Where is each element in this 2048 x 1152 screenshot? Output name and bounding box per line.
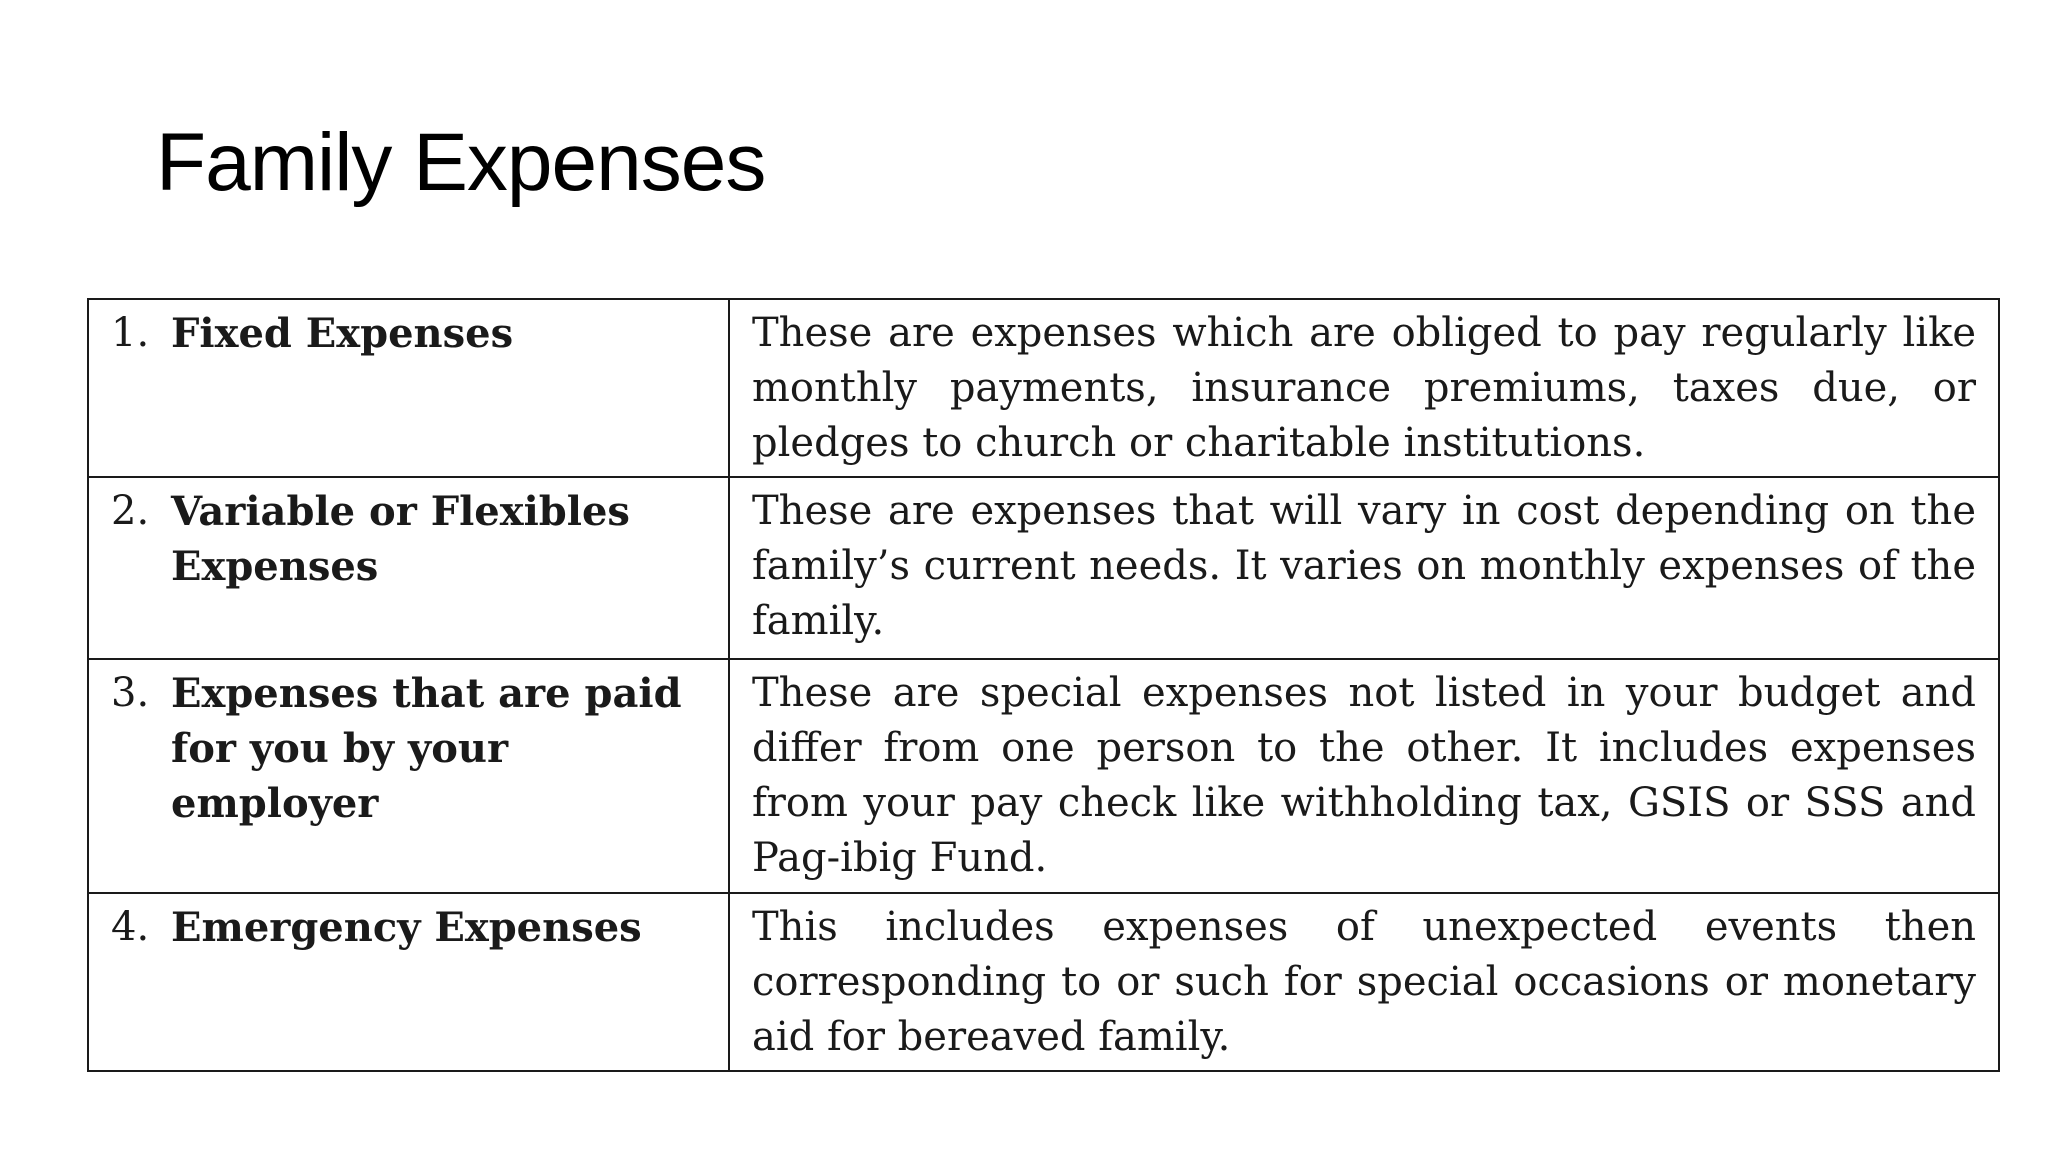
category-name: Fixed Expenses [171,310,514,357]
table-row [88,477,1999,659]
category-description: These are expenses which are obliged to pay regularly like monthly payments, insurance premiums, taxes due, or pledges to church or charitable institutions. [752,310,1976,466]
category-cell [88,477,729,659]
table-row [88,659,1999,893]
category-name: Expenses that are paid for you by your employer [171,670,682,827]
category-name: Emergency Expenses [171,904,642,951]
description-cell [729,659,1999,893]
category-number: 1. [111,310,150,356]
category-description: These are special expenses not listed in your budget and differ from one person to the other. It includes expenses from your pay check like withholding tax, GSIS or SSS and Pag-ibig Fund. [752,670,1976,881]
description-cell [729,893,1999,1071]
category-description: This includes expenses of unexpected events then corresponding to or such for special occasions or monetary aid for bereaved family. [752,904,1976,1060]
category-number: 3. [111,670,150,716]
description-cell [729,477,1999,659]
table-row [88,893,1999,1071]
category-cell [88,659,729,893]
category-cell [88,893,729,1071]
category-name: Variable or Flexibles Expenses [171,488,630,590]
expense-table [87,298,2000,1072]
category-cell [88,299,729,477]
category-description: These are expenses that will vary in cost depending on the family’s current needs. It varies on monthly expenses of the family. [752,488,1976,644]
description-cell [729,299,1999,477]
category-number: 4. [111,904,150,950]
slide-title: Family Expenses [156,117,766,208]
table-row [88,299,1999,477]
category-number: 2. [111,488,150,534]
